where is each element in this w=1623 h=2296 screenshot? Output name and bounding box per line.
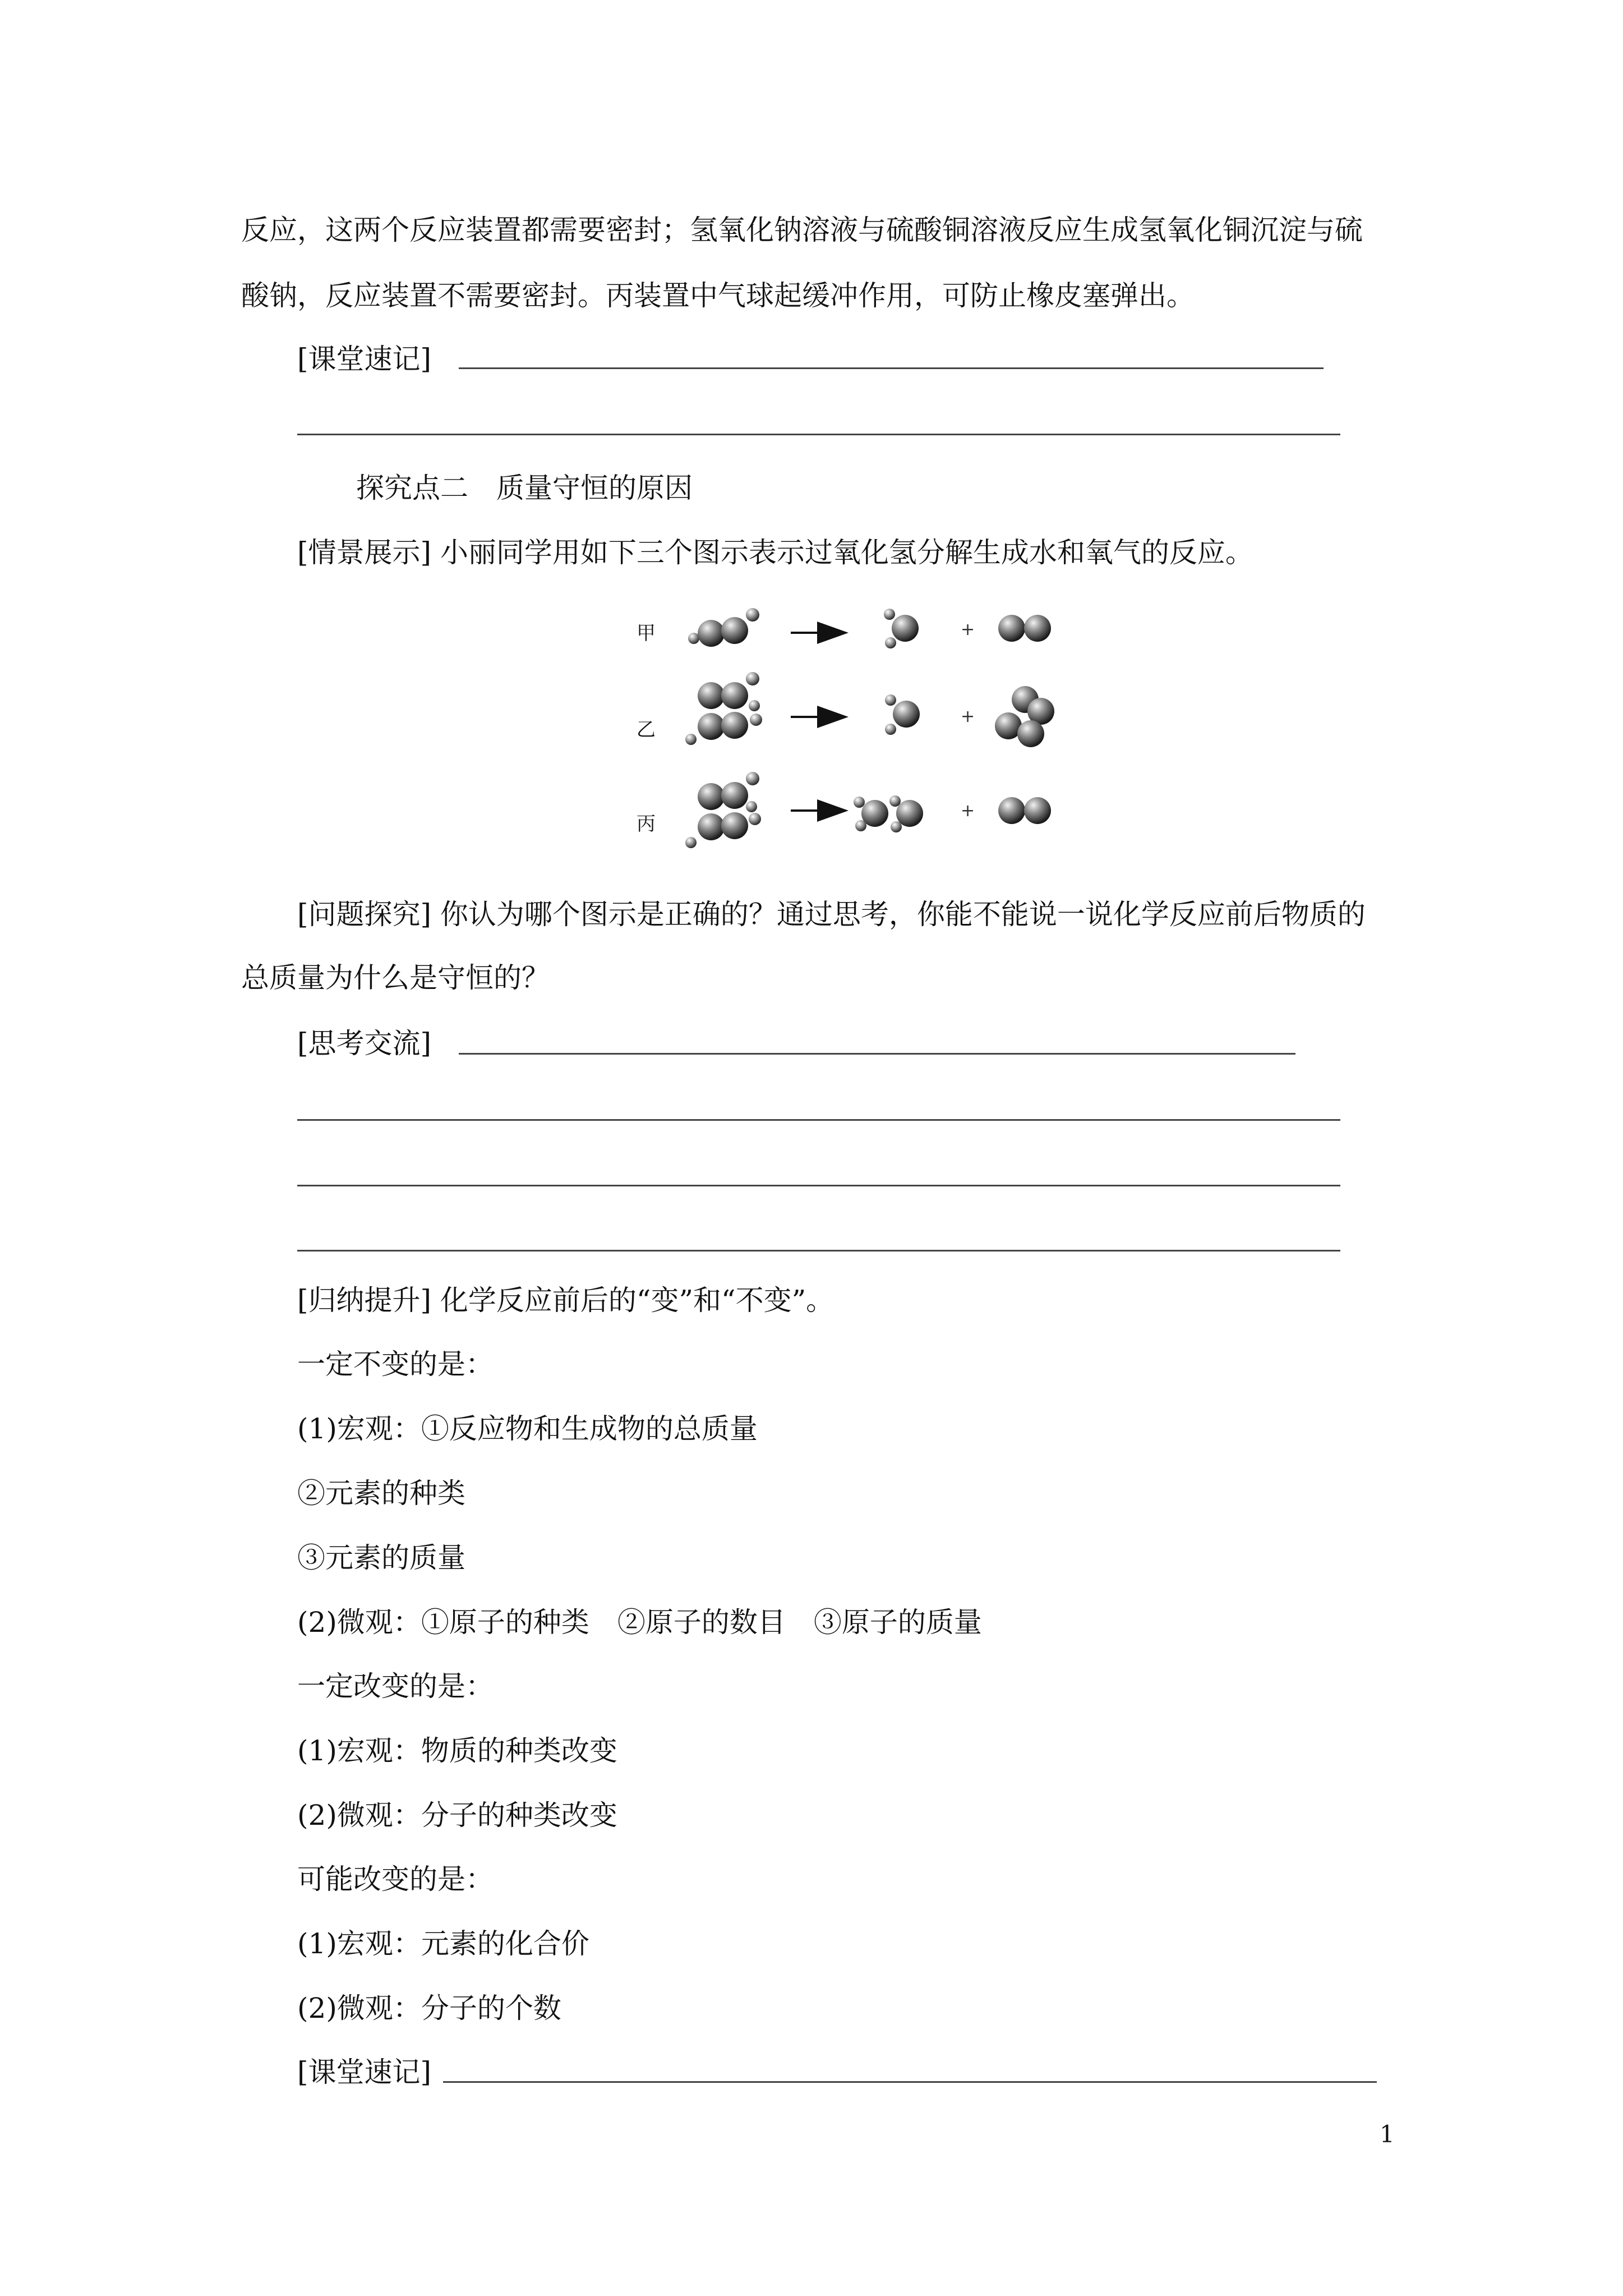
water-molecule	[885, 694, 920, 735]
paragraph-line: 反应，这两个反应装置都需要密封；氢氧化钠溶液与硫酸铜溶液反应生成氢氧化铜沉淀与硫	[241, 214, 1363, 246]
answer-blank-line	[459, 367, 1324, 369]
answer-blank-line	[297, 1185, 1340, 1186]
maybe-title: 可能改变的是：	[297, 1863, 494, 1895]
water-molecules	[854, 795, 923, 832]
row-label: 丙	[637, 813, 656, 835]
reactant-molecules	[685, 772, 761, 848]
scene-text: [情景展示] 小丽同学用如下三个图示表示过氧化氢分解生成水和氧气的反应。	[297, 536, 1253, 569]
list-item: ③元素的质量	[297, 1542, 465, 1574]
reactant-molecule	[688, 608, 759, 647]
oxygen-molecule	[998, 615, 1051, 642]
plus-sign: +	[961, 707, 975, 726]
discuss-label: [思考交流]	[297, 1027, 432, 1060]
oxygen-molecule	[998, 797, 1051, 824]
answer-blank-line	[443, 2081, 1377, 2083]
summary-text: [归纳提升] 化学反应前后的“变”和“不变”。	[297, 1284, 834, 1317]
plus-sign: +	[961, 620, 975, 639]
row-label: 乙	[637, 719, 656, 741]
paragraph-line: 酸钠，反应装置不需要密封。丙装置中气球起缓冲作用，可防止橡皮塞弹出。	[241, 279, 1195, 312]
row-yi	[637, 672, 1054, 747]
list-item: ②元素的种类	[297, 1477, 465, 1510]
row-bing	[637, 772, 1051, 848]
row-label: 甲	[637, 622, 656, 645]
reactant-molecules	[685, 672, 762, 745]
question-line: [问题探究] 你认为哪个图示是正确的？通过思考，你能不能说一说化学反应前后物质的	[297, 898, 1366, 931]
page-number: 1	[1380, 2120, 1395, 2148]
answer-blank-line	[459, 1053, 1295, 1055]
row-jia	[637, 608, 1051, 648]
reaction-diagram	[623, 589, 1082, 875]
list-item: (1)宏观：元素的化合价	[297, 1927, 589, 1960]
water-molecule	[884, 609, 919, 648]
list-item: (2)微观：①原子的种类 ②原子的数目 ③原子的质量	[297, 1606, 982, 1639]
answer-blank-line	[297, 1250, 1340, 1251]
unchanged-title: 一定不变的是：	[297, 1348, 494, 1381]
note-label: [课堂速记]	[297, 2056, 432, 2088]
plus-sign: +	[961, 801, 975, 821]
list-item: (2)微观：分子的个数	[297, 1992, 561, 2024]
note-label: [课堂速记]	[297, 343, 432, 375]
list-item: (2)微观：分子的种类改变	[297, 1799, 617, 1832]
answer-blank-line	[297, 1119, 1340, 1121]
list-item: (1)宏观：①反应物和生成物的总质量	[297, 1412, 758, 1445]
oxygen-molecules	[995, 686, 1054, 747]
section-title: 探究点二 质量守恒的原因	[356, 472, 693, 504]
list-item: (1)宏观：物质的种类改变	[297, 1734, 617, 1767]
answer-blank-line	[297, 434, 1340, 435]
changed-title: 一定改变的是：	[297, 1670, 494, 1703]
question-line: 总质量为什么是守恒的？	[241, 961, 550, 994]
